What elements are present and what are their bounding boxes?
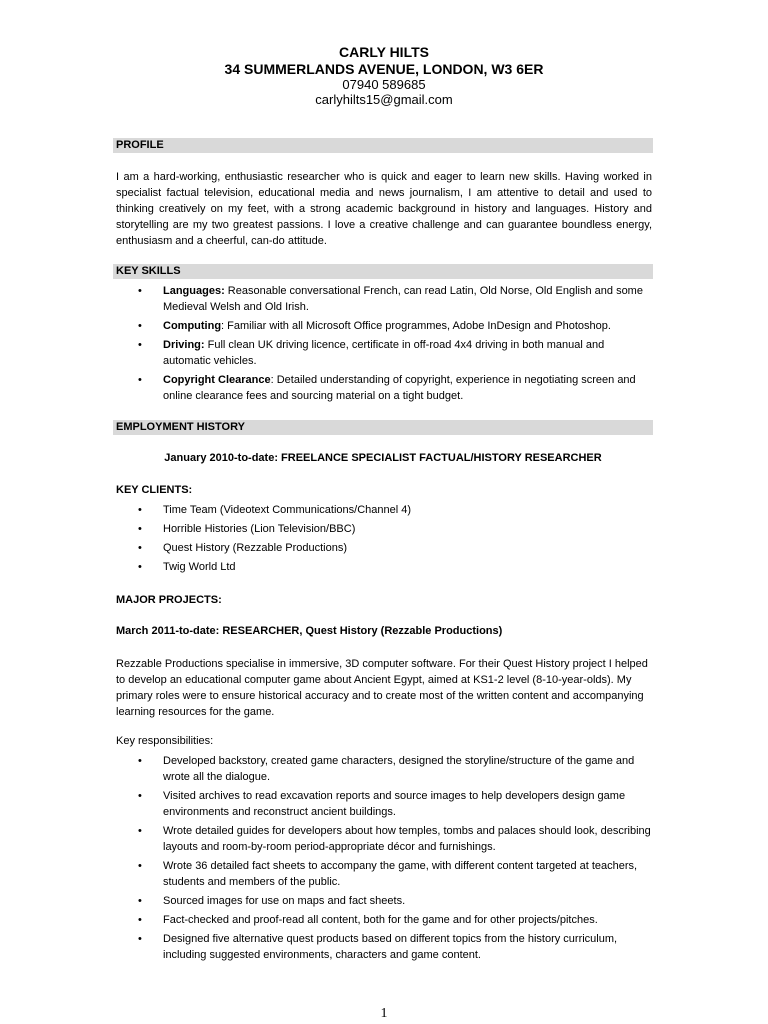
skill-item <box>116 337 652 369</box>
bullet-icon: • <box>138 895 142 907</box>
clients-heading: KEY CLIENTS: <box>116 484 193 496</box>
bullet-icon: • <box>138 933 142 945</box>
skill-label: Copyright Clearance <box>163 374 271 386</box>
responsibilities-list <box>116 753 652 966</box>
bullet-icon: • <box>138 914 142 926</box>
bullet-icon: • <box>138 542 142 554</box>
profile-heading: PROFILE <box>113 138 653 153</box>
skill-text: : Detailed understanding of copyright, experience in negotiating screen and online clearance fees and sourcing material on a tight budget. <box>163 374 636 402</box>
bullet-icon: • <box>138 755 142 767</box>
client-text: Twig World Ltd <box>163 561 236 573</box>
bullet-icon: • <box>138 374 142 386</box>
responsibility-item <box>116 788 652 820</box>
skill-label: Languages: <box>163 285 225 297</box>
bullet-icon: • <box>138 504 142 516</box>
bullet-icon: • <box>138 339 142 351</box>
skill-text: Reasonable conversational French, can read Latin, Old Norse, Old English and some Medieval Welsh and Old Irish. <box>163 285 643 313</box>
client-item <box>116 502 652 518</box>
bullet-icon: • <box>138 860 142 872</box>
bullet-icon: • <box>138 320 142 332</box>
bullet-icon: • <box>138 523 142 535</box>
candidate-address: 34 SUMMERLANDS AVENUE, LONDON, W3 6ER <box>224 61 544 77</box>
skill-item <box>116 318 652 334</box>
bullet-icon: • <box>138 825 142 837</box>
responsibility-text: Sourced images for use on maps and fact sheets. <box>163 895 406 907</box>
responsibility-item <box>116 931 652 963</box>
responsibility-text: Fact-checked and proof-read all content, both for the game and for other projects/pitches. <box>163 914 598 926</box>
responsibility-item <box>116 823 652 855</box>
project-text: Rezzable Productions specialise in immersive, 3D computer software. For their Quest History project I helped to develop an educational computer game about Ancient Egypt, aimed at KS1-2 level (8-10-year-olds). My primary roles were to ensure historical accuracy and to create most of the written content and accompanying learning resources for the game. <box>116 658 648 718</box>
clients-list <box>116 502 652 578</box>
projects-heading: MAJOR PROJECTS: <box>116 594 222 606</box>
employment-heading: EMPLOYMENT HISTORY <box>113 420 653 435</box>
bullet-icon: • <box>138 285 142 297</box>
responsibility-text: Developed backstory, created game characters, designed the storyline/structure of the game and wrote all the dialogue. <box>163 755 635 783</box>
role-title: January 2010-to-date: FREELANCE SPECIALIST FACTUAL/HISTORY RESEARCHER <box>164 452 602 464</box>
bullet-icon: • <box>138 561 142 573</box>
client-text: Time Team (Videotext Communications/Channel 4) <box>163 504 412 516</box>
candidate-phone: 07940 589685 <box>342 77 426 92</box>
client-text: Quest History (Rezzable Productions) <box>163 542 348 554</box>
responsibility-text: Wrote detailed guides for developers about how temples, tombs and palaces should look, describing layouts and room-by-room period-appropriate décor and furnishings. <box>163 825 651 853</box>
skill-label: Computing <box>163 320 222 332</box>
client-item <box>116 559 652 575</box>
page-number: 1 <box>380 1006 388 1021</box>
responsibility-item <box>116 858 652 890</box>
skills-heading: KEY SKILLS <box>113 264 653 279</box>
skill-text: : Familiar with all Microsoft Office programmes, Adobe InDesign and Photoshop. <box>221 320 611 332</box>
responsibility-text: Wrote 36 detailed fact sheets to accompany the game, with different content targeted at teachers, students and members of the public. <box>163 860 638 888</box>
project-title: March 2011-to-date: RESEARCHER, Quest History (Rezzable Productions) <box>116 625 503 637</box>
responsibility-item <box>116 753 652 785</box>
bullet-icon: • <box>138 790 142 802</box>
responsibility-item <box>116 893 652 909</box>
skill-item <box>116 283 652 315</box>
candidate-name: CARLY HILTS <box>339 44 429 60</box>
client-item <box>116 540 652 556</box>
candidate-email: carlyhilts15@gmail.com <box>315 92 453 107</box>
responsibility-item <box>116 912 652 928</box>
responsibility-text: Designed five alternative quest products based on different topics from the history curriculum, including suggested environments, characters and game content. <box>163 933 618 961</box>
responsibilities-heading: Key responsibilities: <box>116 735 214 747</box>
skills-list <box>116 283 652 407</box>
skill-text: Full clean UK driving licence, certificate in off-road 4x4 driving in both manual and automatic vehicles. <box>163 339 605 367</box>
profile-text: I am a hard-working, enthusiastic researcher who is quick and eager to learn new skills. Having worked in specialist factual television, educational media and news journalism, I am attentive to detail and used to thinking creatively on my feet, with a strong academic background in history and languages. History and storytelling are my two greatest passions. I love a creative challenge and can guarantee boundless energy, enthusiasm and a cheerful, can-do attitude. <box>116 171 652 247</box>
client-text: Horrible Histories (Lion Television/BBC) <box>163 523 356 535</box>
skill-label: Driving: <box>163 339 205 351</box>
responsibility-text: Visited archives to read excavation reports and source images to help developers design game environments and reconstruct ancient buildings. <box>163 790 626 818</box>
skill-item <box>116 372 652 404</box>
client-item <box>116 521 652 537</box>
